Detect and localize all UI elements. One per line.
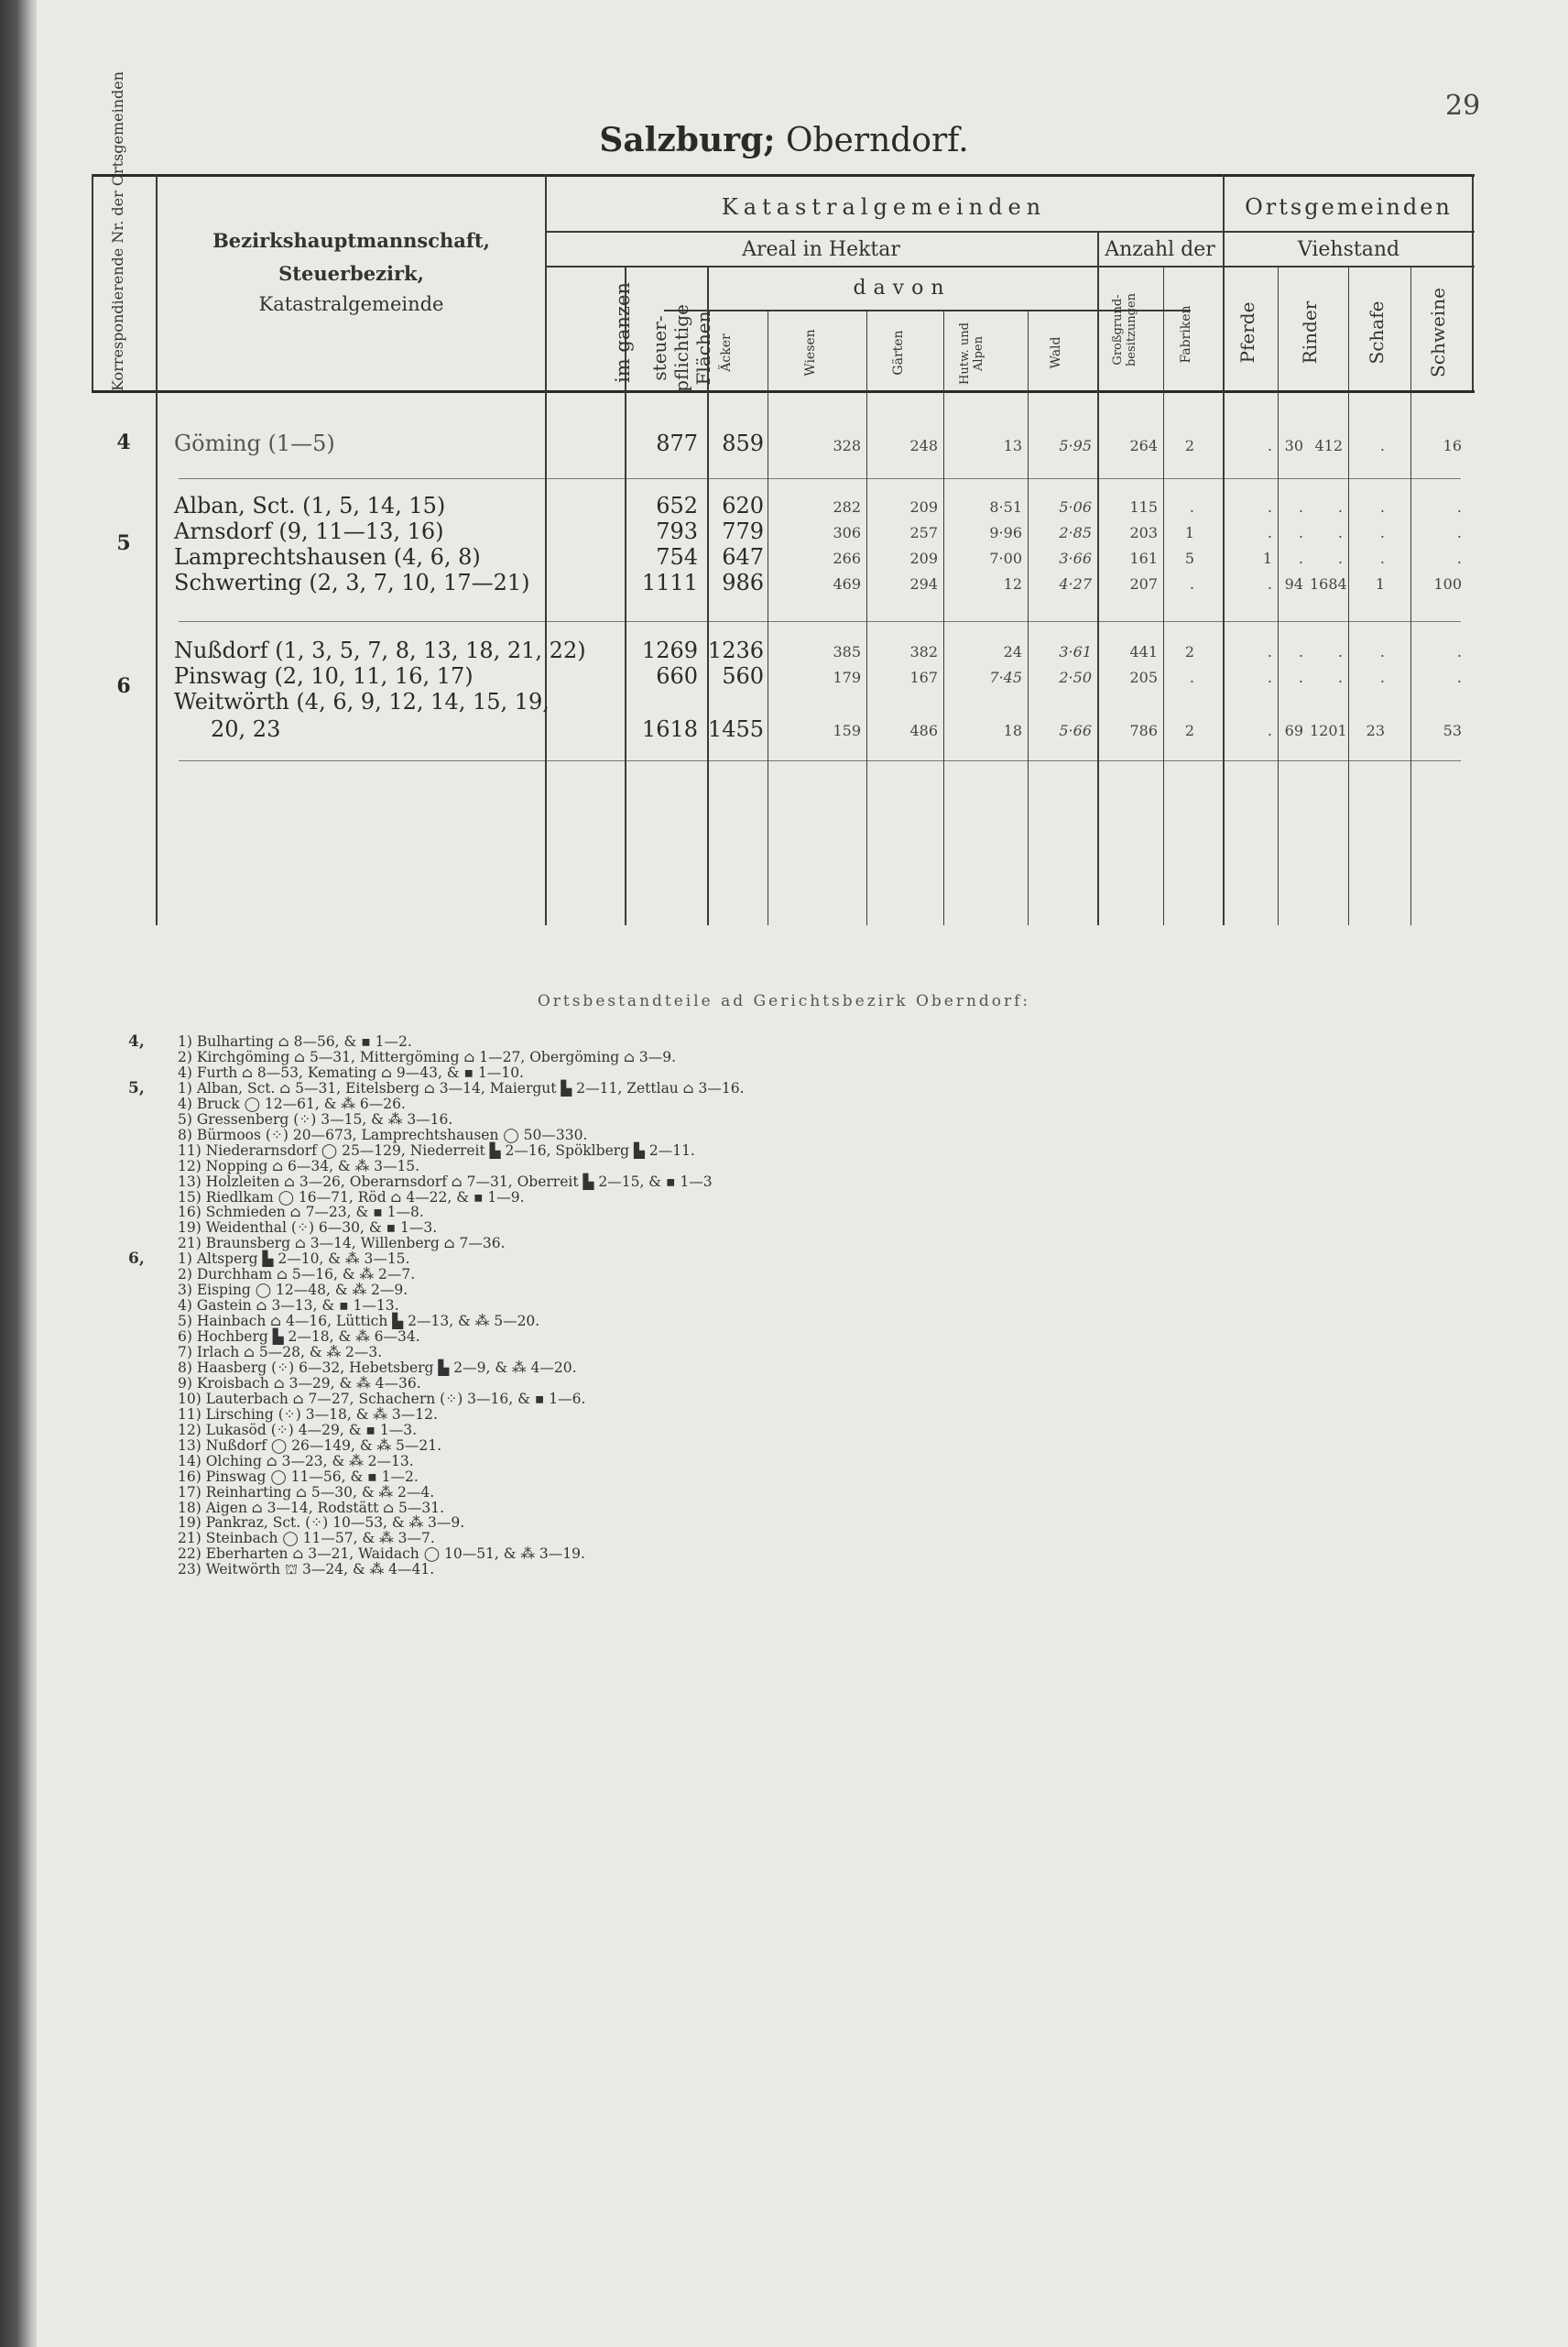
- cell-wiesen: 248: [909, 437, 938, 454]
- cell-hutw: 5·95: [1059, 437, 1092, 454]
- note-line: 19) Weidenthal (⁘) 6—30, & ▪ 1—3.: [178, 1219, 438, 1237]
- cell-gross: .: [1189, 498, 1194, 516]
- page-number: 29: [1445, 90, 1481, 122]
- note-line: 11) Lirsching (⁘) 3—18, & ⁂ 3—12.: [178, 1405, 438, 1423]
- notes-group-label: 4,: [128, 1032, 145, 1051]
- cell-ganz: 660: [656, 663, 698, 689]
- header-katastralgemeinden: Katastralgemeinden: [721, 194, 1047, 220]
- note-line: 16) Schmieden ⌂ 7—23, & ▪ 1—8.: [178, 1204, 424, 1221]
- cell-ganz: 793: [656, 519, 698, 544]
- cell-schafe: 1: [1375, 575, 1385, 593]
- row-nr: 4: [116, 431, 131, 454]
- header-davon: davon: [853, 277, 952, 300]
- note-line: 21) Steinbach ◯ 11—57, & ⁂ 3—7.: [178, 1530, 435, 1547]
- header-steuerpflichtig: steuer-pflichtige Flächen: [648, 304, 714, 392]
- cell-rinder: .: [1337, 669, 1343, 686]
- row-name: Schwerting (2, 3, 7, 10, 17—21): [174, 570, 530, 595]
- header-nr: Korrespondierende Nr. der Ortsgemeinden: [109, 71, 126, 391]
- rule-subgroup: [545, 266, 1475, 267]
- cell-schweine: .: [1456, 498, 1462, 516]
- cell-gross: 2: [1184, 643, 1194, 660]
- title-rest: Oberndorf.: [775, 122, 969, 159]
- cell-pferde: 69: [1284, 722, 1303, 739]
- col-border-hutw: [1028, 310, 1029, 925]
- note-line: 8) Bürmoos (⁘) 20—673, Lamprechtshausen ◯ 50—330.: [178, 1126, 588, 1143]
- cell-fabr: 1: [1262, 550, 1272, 567]
- row-name: Pinswag (2, 10, 11, 16, 17): [174, 663, 474, 689]
- cell-rinder: .: [1337, 643, 1343, 660]
- cell-ganz: 1618: [641, 716, 698, 742]
- cell-wald: 205: [1129, 669, 1158, 686]
- cell-steuer: 1236: [707, 638, 764, 663]
- row-name: Weitwörth (4, 6, 9, 12, 14, 15, 19,: [174, 689, 550, 715]
- cell-schweine: .: [1456, 550, 1462, 567]
- cell-pferde: .: [1298, 498, 1303, 516]
- cell-fabr: .: [1267, 437, 1272, 454]
- cell-acker: 266: [833, 550, 861, 567]
- col-border-gaerten: [943, 310, 944, 925]
- note-line: 12) Lukasöd (⁘) 4—29, & ▪ 1—3.: [178, 1421, 417, 1438]
- cell-fabr: .: [1267, 524, 1272, 541]
- col-border-left: [92, 174, 93, 390]
- cell-hutw: 2·85: [1059, 524, 1092, 541]
- row-name: Nußdorf (1, 3, 5, 7, 8, 13, 18, 21, 22): [174, 638, 586, 663]
- row-name: Arnsdorf (9, 11—13, 16): [174, 519, 444, 544]
- row-sep-3: [179, 760, 1461, 761]
- cell-schweine: .: [1456, 524, 1462, 541]
- cell-steuer: 986: [722, 570, 764, 595]
- row-name: Alban, Sct. (1, 5, 14, 15): [174, 493, 446, 519]
- col-border-gross: [1163, 266, 1164, 925]
- cell-rinder: .: [1337, 550, 1343, 567]
- cell-pferde: .: [1298, 643, 1303, 660]
- cell-gross: .: [1189, 575, 1194, 593]
- header-viehstand: Viehstand: [1297, 238, 1400, 261]
- note-line: 14) Olching ⌂ 3—23, & ⁂ 2—13.: [178, 1452, 414, 1469]
- cell-rinder: 1684: [1310, 575, 1347, 593]
- cell-gross: 2: [1184, 722, 1194, 739]
- note-line: 8) Haasberg (⁘) 6—32, Hebetsberg ▙ 2—9, & ⁂ 4—20.: [178, 1359, 577, 1376]
- cell-fabr: .: [1267, 575, 1272, 593]
- col-border-nr: [156, 174, 158, 925]
- note-line: 1) Altsperg ▙ 2—10, & ⁂ 3—15.: [178, 1250, 410, 1268]
- note-line: 3) Eisping ◯ 12—48, & ⁂ 2—9.: [178, 1282, 408, 1299]
- cell-schafe: .: [1379, 498, 1385, 516]
- cell-pferde: 30: [1284, 437, 1303, 454]
- note-line: 1) Alban, Sct. ⌂ 5—31, Eitelsberg ⌂ 3—14, Maiergut ▙ 2—11, Zettlau ⌂ 3—16.: [178, 1079, 745, 1097]
- note-line: 17) Reinharting ⌂ 5—30, & ⁂ 2—4.: [178, 1483, 435, 1501]
- note-line: 5) Gressenberg (⁘) 3—15, & ⁂ 3—16.: [178, 1110, 453, 1128]
- cell-wiesen: 209: [909, 550, 938, 567]
- row-nr: 6: [116, 674, 131, 698]
- table-top-rule: [92, 174, 1475, 177]
- notes-group-label: 6,: [128, 1250, 145, 1269]
- note-line: 9) Kroisbach ⌂ 3—29, & ⁂ 4—36.: [178, 1374, 421, 1392]
- cell-steuer: 1455: [707, 716, 764, 742]
- header-schweine: Schweine: [1427, 288, 1449, 377]
- cell-hutw: 2·50: [1059, 669, 1092, 686]
- note-line: 2) Durchham ⌂ 5—16, & ⁂ 2—7.: [178, 1266, 416, 1283]
- cell-pferde: 94: [1284, 575, 1303, 593]
- header-name-l2: Steuerbezirk,: [278, 262, 424, 285]
- cell-steuer: 560: [722, 663, 764, 689]
- cell-steuer: 779: [722, 519, 764, 544]
- note-line: 1) Bulharting ⌂ 8—56, & ▪ 1—2.: [178, 1033, 412, 1050]
- cell-pferde: .: [1298, 669, 1303, 686]
- header-areal: Areal in Hektar: [742, 238, 900, 261]
- note-line: 7) Irlach ⌂ 5—28, & ⁂ 2—3.: [178, 1344, 383, 1360]
- header-gaerten: Gärten: [891, 330, 906, 376]
- cell-schweine: .: [1456, 669, 1462, 686]
- header-rinder: Rinder: [1299, 300, 1321, 365]
- cell-acker: 179: [833, 669, 861, 686]
- col-border-name: [545, 174, 547, 925]
- cell-acker: 282: [833, 498, 861, 516]
- col-border-rinder: [1348, 266, 1349, 925]
- cell-wiesen: 209: [909, 498, 938, 516]
- cell-wiesen: 294: [909, 575, 938, 593]
- header-name-l3: Katastralgemeinde: [258, 293, 444, 315]
- cell-schweine: 53: [1443, 722, 1462, 739]
- note-line: 18) Aigen ⌂ 3—14, Rodstätt ⌂ 5—31.: [178, 1499, 445, 1516]
- header-acker: Äcker: [719, 333, 734, 372]
- header-im-ganzen: im ganzen: [612, 282, 634, 383]
- cell-pferde: .: [1298, 550, 1303, 567]
- cell-wiesen: 257: [909, 524, 938, 541]
- cell-wiesen: 382: [909, 643, 938, 660]
- cell-gross: 1: [1184, 524, 1194, 541]
- cell-gaerten: 13: [1003, 437, 1022, 454]
- cell-gaerten: 7·45: [989, 669, 1022, 686]
- row-nr: 5: [116, 531, 131, 555]
- book-spine: [0, 0, 37, 2347]
- rule-group: [545, 231, 1475, 233]
- row-sep-2: [179, 621, 1461, 622]
- cell-acker: 306: [833, 524, 861, 541]
- col-border-wiesen: [866, 310, 867, 925]
- cell-schweine: 100: [1433, 575, 1462, 593]
- cell-fabr: .: [1267, 669, 1272, 686]
- cell-gaerten: 12: [1003, 575, 1022, 593]
- cell-rinder: .: [1337, 524, 1343, 541]
- cell-wiesen: 486: [909, 722, 938, 739]
- cell-wald: 207: [1129, 575, 1158, 593]
- cell-schafe: 23: [1366, 722, 1385, 739]
- note-line: 13) Nußdorf ◯ 26—149, & ⁂ 5—21.: [178, 1436, 442, 1454]
- cell-pferde: .: [1298, 524, 1303, 541]
- row-sep-1: [179, 478, 1461, 479]
- note-line: 2) Kirchgöming ⌂ 5—31, Mittergöming ⌂ 1—27, Obergöming ⌂ 3—9.: [178, 1048, 677, 1065]
- note-line: 4) Gastein ⌂ 3—13, & ▪ 1—13.: [178, 1297, 399, 1315]
- note-line: 13) Holzleiten ⌂ 3—26, Oberarnsdorf ⌂ 7—31, Oberreit ▙ 2—15, & ▪ 1—3: [178, 1173, 713, 1190]
- cell-fabr: .: [1267, 498, 1272, 516]
- note-line: 15) Riedlkam ◯ 16—71, Röd ⌂ 4—22, & ▪ 1—9.: [178, 1188, 525, 1206]
- cell-ganz: 1269: [641, 638, 698, 663]
- header-anzahl: Anzahl der: [1105, 238, 1215, 261]
- cell-wald: 203: [1129, 524, 1158, 541]
- cell-schweine: .: [1456, 643, 1462, 660]
- note-line: 4) Bruck ◯ 12—61, & ⁂ 6—26.: [178, 1095, 406, 1112]
- cell-hutw: 5·06: [1059, 498, 1092, 516]
- col-border-pferde: [1278, 266, 1279, 925]
- header-pferde: Pferde: [1236, 301, 1258, 364]
- cell-rinder: .: [1337, 498, 1343, 516]
- title-bold: Salzburg;: [599, 121, 776, 159]
- cell-rinder: 1201: [1310, 722, 1347, 739]
- cell-gaerten: 24: [1003, 643, 1022, 660]
- cell-gaerten: 8·51: [989, 498, 1022, 516]
- cell-fabr: .: [1267, 722, 1272, 739]
- notes-heading: Ortsbestandteile ad Gerichtsbezirk Oberndorf:: [537, 992, 1031, 1010]
- cell-steuer: 620: [722, 493, 764, 519]
- cell-ganz: 877: [656, 431, 698, 456]
- note-line: 11) Niederarnsdorf ◯ 25—129, Niederreit ▙ 2—16, Spöklberg ▙ 2—11.: [178, 1141, 695, 1159]
- cell-gross: 5: [1184, 550, 1194, 567]
- header-wiesen: Wiesen: [803, 329, 818, 377]
- cell-acker: 159: [833, 722, 861, 739]
- cell-ganz: 652: [656, 493, 698, 519]
- header-wald: Wald: [1049, 336, 1063, 369]
- cell-hutw: 5·66: [1059, 722, 1092, 739]
- cell-wald: 441: [1129, 643, 1158, 660]
- header-schafe: Schafe: [1366, 300, 1388, 365]
- cell-ganz: 754: [656, 544, 698, 570]
- table-header-rule: [92, 390, 1475, 393]
- cell-gaerten: 18: [1003, 722, 1022, 739]
- row-name: 20, 23: [211, 716, 281, 742]
- note-line: 23) Weitwörth ⛫ 3—24, & ⁂ 4—41.: [178, 1561, 435, 1578]
- cell-gross: 2: [1184, 437, 1194, 454]
- cell-rinder: 412: [1314, 437, 1343, 454]
- cell-wald: 786: [1129, 722, 1158, 739]
- header-ortsgemeinden: Ortsgemeinden: [1245, 194, 1453, 220]
- header-hutweiden: Hutw. und Alpen: [958, 322, 985, 385]
- note-line: 5) Hainbach ⌂ 4—16, Lüttich ▙ 2—13, & ⁂ 5—20.: [178, 1313, 540, 1330]
- cell-wald: 115: [1129, 498, 1158, 516]
- note-line: 22) Eberharten ⌂ 3—21, Waidach ◯ 10—51, & ⁂ 3—19.: [178, 1545, 585, 1563]
- cell-gaerten: 9·96: [989, 524, 1022, 541]
- cell-acker: 469: [833, 575, 861, 593]
- note-line: 21) Braunsberg ⌂ 3—14, Willenberg ⌂ 7—36.: [178, 1235, 506, 1252]
- cell-schafe: .: [1379, 550, 1385, 567]
- cell-wald: 161: [1129, 550, 1158, 567]
- note-line: 12) Nopping ⌂ 6—34, & ⁂ 3—15.: [178, 1157, 420, 1174]
- cell-acker: 385: [833, 643, 861, 660]
- cell-wiesen: 167: [909, 669, 938, 686]
- row-name: Lamprechtshausen (4, 6, 8): [174, 544, 481, 570]
- col-border-schafe: [1410, 266, 1411, 925]
- page-title: [0, 121, 1568, 159]
- cell-schafe: .: [1379, 437, 1385, 454]
- notes-group-label: 5,: [128, 1078, 145, 1097]
- cell-hutw: 3·61: [1059, 643, 1092, 660]
- note-line: 6) Hochberg ▙ 2—18, & ⁂ 6—34.: [178, 1328, 420, 1346]
- cell-schafe: .: [1379, 524, 1385, 541]
- cell-schafe: .: [1379, 643, 1385, 660]
- note-line: 4) Furth ⌂ 8—53, Kemating ⌂ 9—43, & ▪ 1—10.: [178, 1064, 524, 1081]
- header-grossgrund: Großgrund-besitzungen: [1111, 292, 1138, 367]
- note-line: 19) Pankraz, Sct. (⁘) 10—53, & ⁂ 3—9.: [178, 1514, 465, 1532]
- cell-steuer: 647: [722, 544, 764, 570]
- cell-ganz: 1111: [641, 570, 698, 595]
- cell-schafe: .: [1379, 669, 1385, 686]
- note-line: 16) Pinswag ◯ 11—56, & ▪ 1—2.: [178, 1468, 419, 1485]
- cell-fabr: .: [1267, 643, 1272, 660]
- row-name: Göming (1—5): [174, 431, 335, 456]
- cell-gross: .: [1189, 669, 1194, 686]
- cell-wald: 264: [1129, 437, 1158, 454]
- cell-schweine: 16: [1443, 437, 1462, 454]
- cell-hutw: 3·66: [1059, 550, 1092, 567]
- cell-gaerten: 7·00: [989, 550, 1022, 567]
- header-name-l1: Bezirkshauptmannschaft,: [212, 229, 490, 252]
- header-fabriken: Fabriken: [1179, 305, 1193, 364]
- cell-hutw: 4·27: [1059, 575, 1092, 593]
- cell-acker: 328: [833, 437, 861, 454]
- cell-steuer: 859: [722, 431, 764, 456]
- note-line: 10) Lauterbach ⌂ 7—27, Schachern (⁘) 3—16, & ▪ 1—6.: [178, 1390, 586, 1407]
